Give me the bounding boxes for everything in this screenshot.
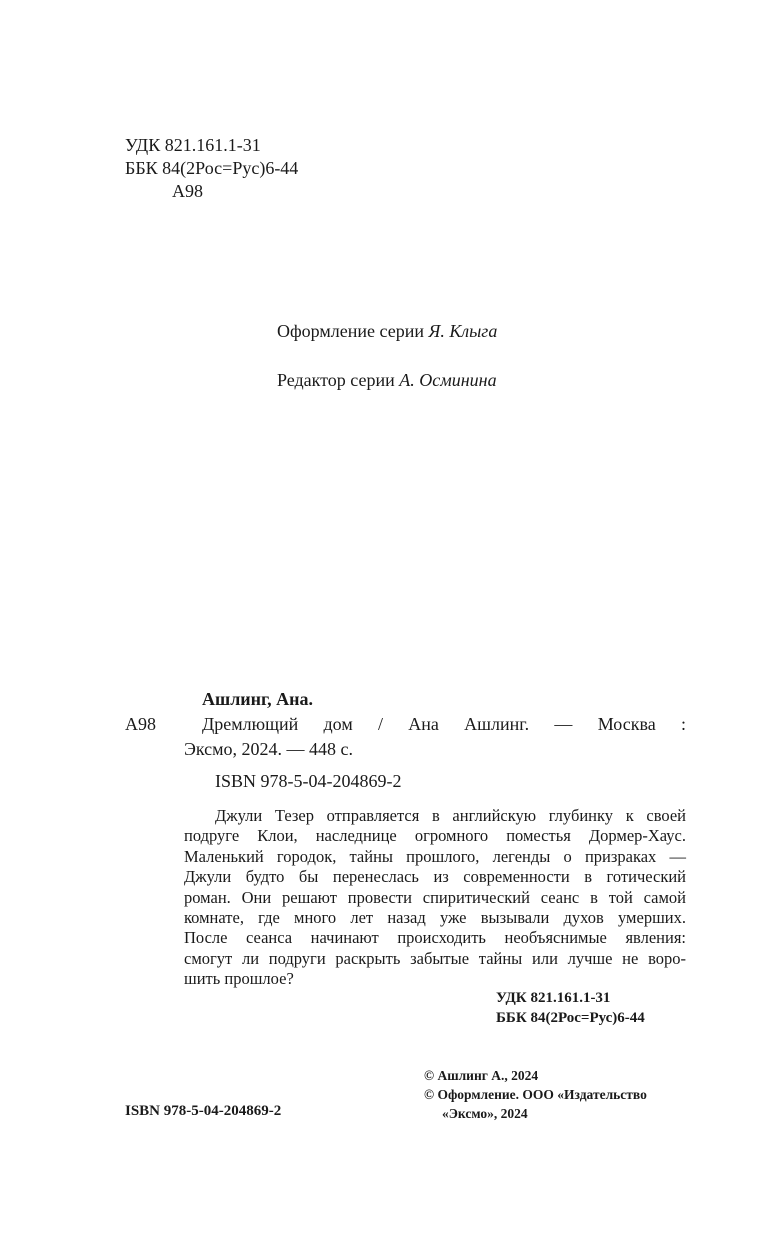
card-udk: УДК 821.161.1-31 — [496, 990, 611, 1006]
credit-series-editor — [277, 369, 497, 391]
annotation-line: роман. Они решают провести спиритический сеанс в той самой — [184, 887, 686, 907]
card-bbk: ББК 84(2Рос=Рус)6-44 — [496, 1010, 645, 1026]
credit-role: Редактор серии — [277, 370, 395, 390]
annotation-line: После сеанса начинают происходить необъяснимые явления: — [184, 928, 686, 948]
annotation-line: Маленький городок, тайны прошлого, легенды о призраках — — [184, 846, 686, 866]
footer-copyright — [424, 1066, 647, 1123]
credit-name: А. Осминина — [399, 370, 497, 390]
annotation-line: подруге Клои, наследнице огромного поместья Дормер-Хаус. — [184, 826, 686, 846]
top-bbk: ББК 84(2Рос=Рус)6-44 — [125, 158, 299, 178]
credit-name: Я. Клыга — [428, 321, 498, 341]
annotation-line: шить прошлое? — [184, 969, 294, 989]
annotation-line: Джули Тезер отправляется в английскую глубинку к своей — [215, 806, 686, 825]
copyright-design: © Оформление. ООО «Издательство — [424, 1087, 647, 1102]
credit-role: Оформление серии — [277, 321, 424, 341]
top-author-mark: А98 — [172, 181, 203, 201]
annotation-line: смогут ли подруги раскрыть забытые тайны или лучше не воро- — [184, 948, 686, 968]
card-title-line-2: Эксмо, 2024. — 448 с. — [184, 739, 354, 759]
card-author-mark: А98 — [125, 714, 156, 734]
card-author: Ашлинг, Ана. — [202, 689, 314, 709]
annotation-line: Джули будто бы перенеслась из современности в готический — [184, 867, 686, 887]
credit-series-design — [277, 320, 497, 342]
card-isbn: ISBN 978-5-04-204869-2 — [215, 771, 402, 791]
footer-isbn: ISBN 978-5-04-204869-2 — [125, 1103, 282, 1119]
copyright-publisher: «Эксмо», 2024 — [442, 1106, 528, 1121]
card-title-line-1: Дремлющий дом / Ана Ашлинг. — Москва : — [202, 714, 686, 734]
card-annotation — [184, 806, 686, 990]
copyright-author: © Ашлинг А., 2024 — [424, 1068, 539, 1083]
annotation-line: комнате, где много лет назад уже вызывали духов умерших. — [184, 908, 686, 928]
top-udk: УДК 821.161.1-31 — [125, 135, 261, 155]
